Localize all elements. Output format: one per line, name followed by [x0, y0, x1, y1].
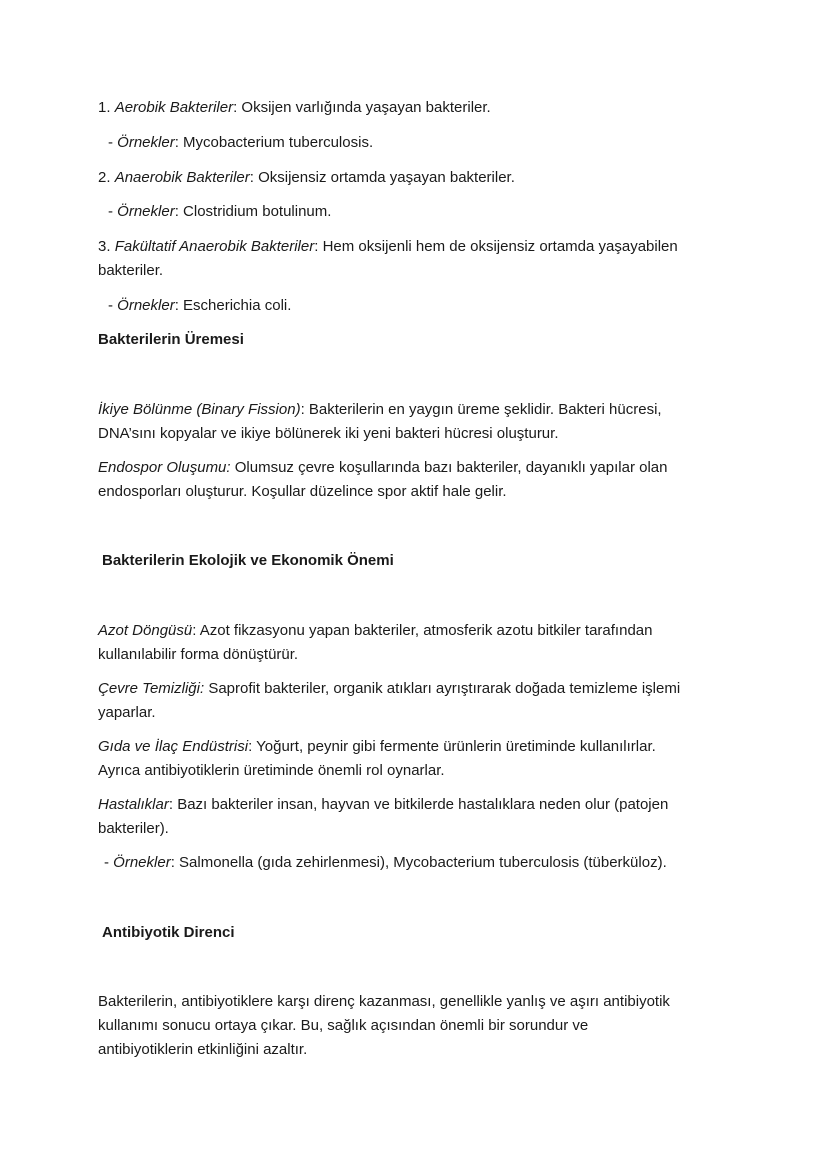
term-text-cont: endosporları oluşturur. Koşullar düzelince spor aktif hale gelir. — [98, 483, 507, 500]
term-label: Anaerobik Bakteriler — [114, 169, 250, 186]
list-number: 3. — [98, 238, 115, 255]
heading-resistance: Antibiyotik Direnci — [102, 924, 235, 941]
importance-food-drug — [98, 735, 656, 783]
importance-nitrogen-cycle — [98, 619, 652, 667]
paragraph-line: Bakterilerin, antibiyotiklere karşı direnç kazanması, genellikle yanlış ve aşırı antibiyotik — [98, 993, 670, 1010]
term-label: Gıda ve İlaç Endüstrisi — [98, 738, 249, 755]
term-label: Hastalıklar — [98, 796, 169, 813]
term-label: Endospor Oluşumu: — [98, 459, 231, 476]
example-label: Örnekler — [117, 203, 175, 220]
term-text: : Bazı bakteriler insan, hayvan ve bitkilerde hastalıklara neden olur (patojen — [168, 796, 669, 813]
importance-environment — [98, 677, 680, 725]
example-text: : Salmonella (gıda zehirlenmesi), Mycobacterium tuberculosis (tüberküloz). — [170, 854, 667, 871]
example-text: : Mycobacterium tuberculosis. — [174, 134, 374, 151]
paragraph-line: antibiyotiklerin etkinliğini azaltır. — [98, 1041, 308, 1058]
example-label: Örnekler — [117, 134, 175, 151]
dash: - — [108, 134, 118, 151]
term-label: Azot Döngüsü — [98, 622, 193, 639]
example-diseases — [104, 851, 667, 875]
term-text: : Yoğurt, peynir gibi fermente ürünlerin üretiminde kullanılırlar. — [248, 738, 656, 755]
example-text: : Escherichia coli. — [174, 297, 292, 314]
term-text-cont: yaparlar. — [98, 704, 156, 721]
term-text: Olumsuz çevre koşullarında bazı bakteriler, dayanıklı yapılar olan — [230, 459, 668, 476]
term-text: : Oksijensiz ortamda yaşayan bakteriler. — [249, 169, 515, 186]
type-aerobic — [98, 96, 491, 120]
reproduction-endospore — [98, 456, 667, 504]
resistance-paragraph — [98, 990, 670, 1062]
term-text-cont: kullanılabilir forma dönüştürür. — [98, 646, 299, 663]
example-anaerobic — [108, 200, 331, 224]
term-text: : Bakterilerin en yaygın üreme şeklidir. Bakteri hücresi, — [300, 401, 662, 418]
example-label: Örnekler — [113, 854, 171, 871]
dash: - — [104, 854, 114, 871]
term-text: : Azot fikzasyonu yapan bakteriler, atmosferik azotu bitkiler tarafından — [192, 622, 653, 639]
example-aerobic — [108, 131, 373, 155]
heading-importance: Bakterilerin Ekolojik ve Ekonomik Önemi — [102, 552, 394, 569]
term-text: : Oksijen varlığında yaşayan bakteriler. — [233, 99, 491, 116]
term-label: Aerobik Bakteriler — [114, 99, 234, 116]
term-text-cont: DNA’sını kopyalar ve ikiye bölünerek iki yeni bakteri hücresi oluşturur. — [98, 425, 559, 442]
term-text-cont: bakteriler. — [98, 262, 164, 279]
term-text: Saprofit bakteriler, organik atıkları ayrıştırarak doğada temizleme işlemi — [204, 680, 681, 697]
type-facultative — [98, 235, 678, 283]
list-number: 1. — [98, 99, 115, 116]
term-label: Fakültatif Anaerobik Bakteriler — [114, 238, 315, 255]
term-text-cont: Ayrıca antibiyotiklerin üretiminde önemli rol oynarlar. — [98, 762, 445, 779]
heading-reproduction: Bakterilerin Üremesi — [98, 331, 244, 348]
list-number: 2. — [98, 169, 115, 186]
dash: - — [108, 203, 118, 220]
term-text: : Hem oksijenli hem de oksijensiz ortamda yaşayabilen — [314, 238, 678, 255]
term-label: İkiye Bölünme (Binary Fission) — [98, 401, 301, 418]
term-label: Çevre Temizliği: — [98, 680, 205, 697]
example-label: Örnekler — [117, 297, 175, 314]
dash: - — [108, 297, 118, 314]
paragraph-line: kullanımı sonucu ortaya çıkar. Bu, sağlık açısından önemli bir sorundur ve — [98, 1017, 589, 1034]
type-anaerobic — [98, 166, 515, 190]
term-text-cont: bakteriler). — [98, 820, 169, 837]
reproduction-binary-fission — [98, 398, 662, 446]
importance-diseases — [98, 793, 668, 841]
example-text: : Clostridium botulinum. — [174, 203, 332, 220]
example-facultative — [108, 294, 291, 318]
